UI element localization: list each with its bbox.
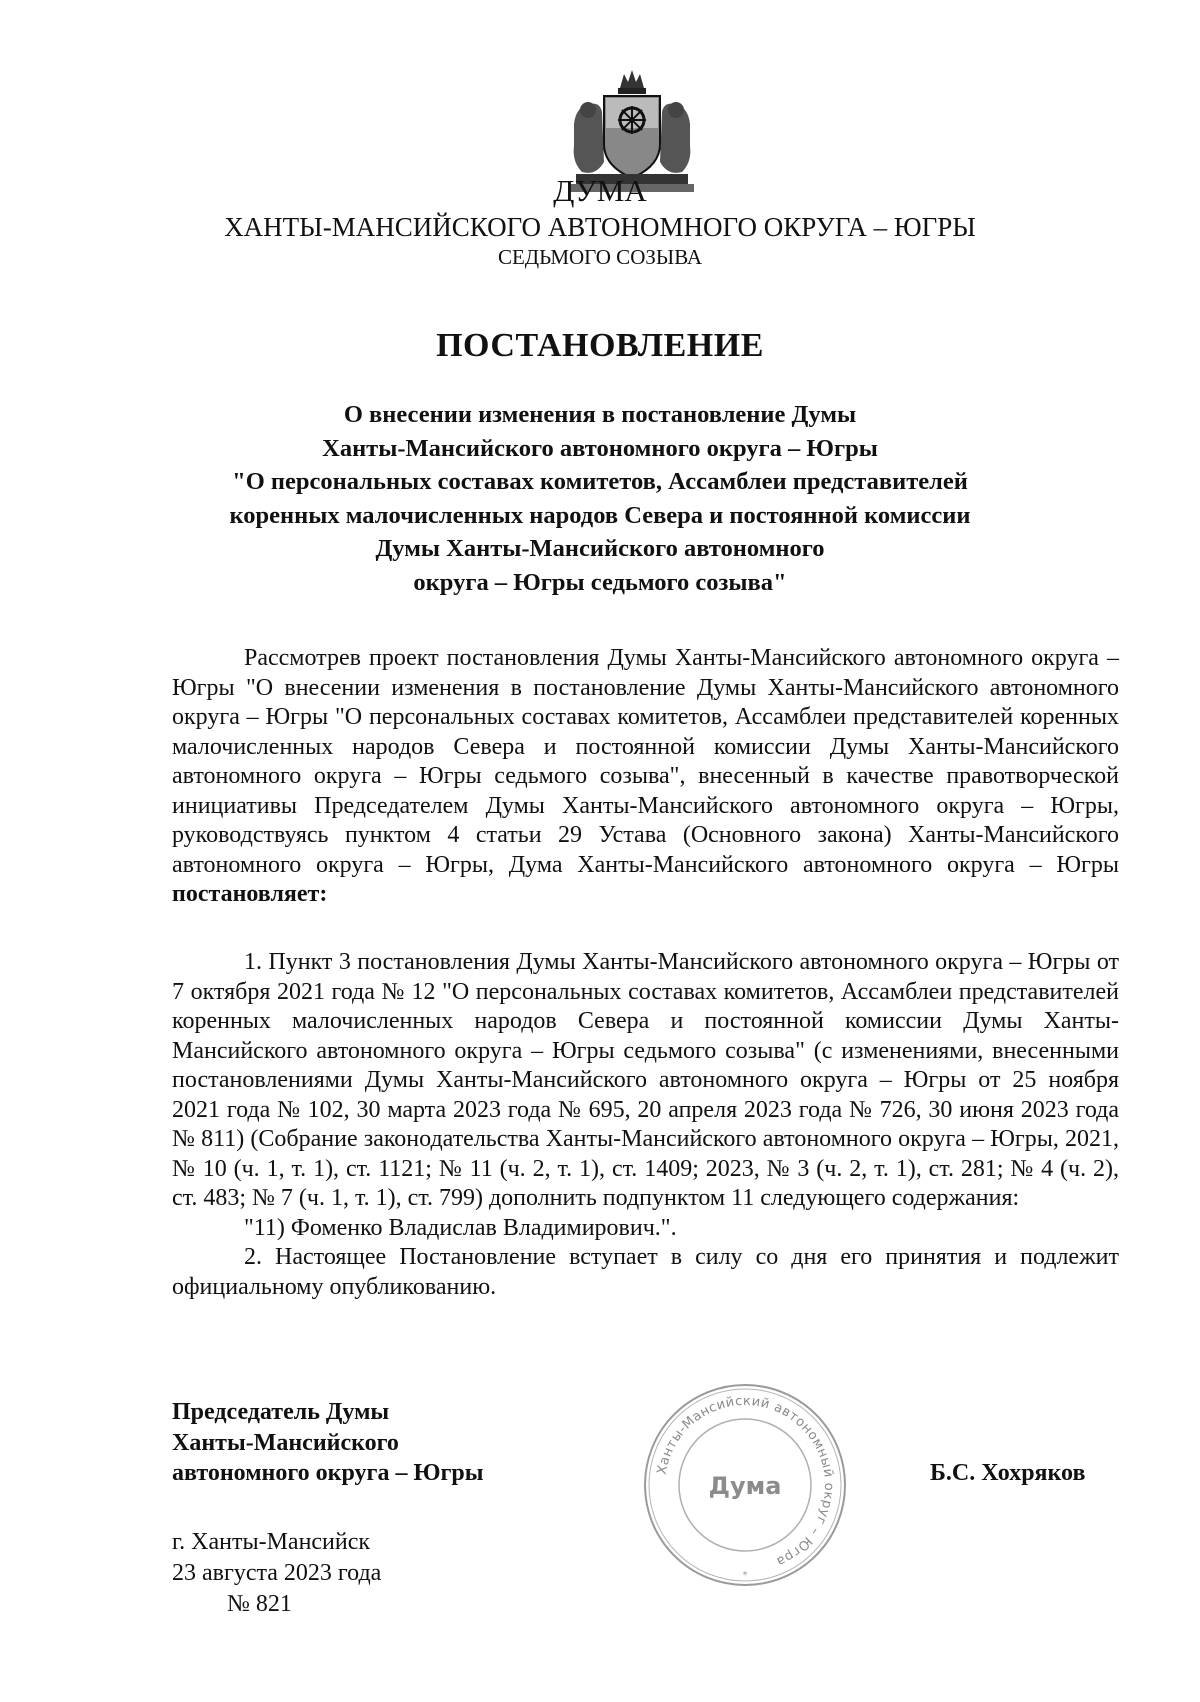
svg-text:*: * (742, 1570, 748, 1581)
item-2: 2. Настоящее Постановление вступает в силу со дня его принятия и подлежит официальному опубликованию. (172, 1244, 1119, 1300)
document-subject (170, 398, 1030, 600)
preamble-paragraph (172, 644, 1119, 910)
signatory-title (172, 1397, 483, 1489)
subject-line: Ханты-Мансийского автономного округа – Югры (322, 434, 878, 462)
signatory-title-line: автономного округа – Югры (172, 1460, 484, 1486)
document-type-title: ПОСТАНОВЛЕНИЕ (436, 327, 764, 364)
seal-ring-text: Ханты-Мансийский автономный округ – Югра (654, 1393, 837, 1570)
organization-name: ДУМА (553, 173, 647, 208)
item-1: 1. Пункт 3 постановления Думы Ханты-Мансийского автономного округа – Югры от 7 октября 2021 года № 12 "О персональных составах комитетов, Ассамблеи представителей коренных малочисленных народов Севера и постоянной комиссии Думы Ханты-Мансийского автономного округа – Югры седьмого созыва" (с изменениями, внесенными постановлениями Думы Ханты-Мансийского автономного округа – Югры от 25 ноября 2021 года № 102, 30 марта 2023 года № 695, 20 апреля 2023 года № 726, 30 июня 2023 года № 811) (Собрание законодательства Ханты-Мансийского автономного округа – Югры, 2021, № 10 (ч. 1, т. 1), ст. 1121; № 11 (ч. 2, т. 1), ст. 1409; 2023, № 3 (ч. 2, т. 1), ст. 281; № 4 (ч. 2), ст. 483; № 7 (ч. 1, т. 1), ст. 799) дополнить подпунктом 11 следующего содержания: (172, 949, 1119, 1211)
preamble-block (172, 644, 1119, 910)
seal-center-text: Дума (708, 1472, 782, 1500)
item-1-quote: "11) Фоменко Владислав Владимирович.". (244, 1214, 677, 1241)
subject-line: округа – Югры седьмого созыва" (413, 568, 787, 596)
official-seal (640, 1380, 850, 1590)
subject-line: О внесении изменения в постановление Думы (343, 401, 857, 428)
issue-date: 23 августа 2023 года (172, 1560, 382, 1586)
signatory-title-line: Ханты-Мансийского (172, 1429, 399, 1456)
signatory-title-line: Председатель Думы (172, 1399, 390, 1425)
subject-line: коренных малочисленных народов Севера и постоянной комиссии (229, 501, 971, 529)
signatory-name: Б.С. Хохряков (930, 1460, 1086, 1486)
decision-word: постановляет: (172, 881, 328, 907)
issue-place: г. Ханты-Мансийск (172, 1529, 371, 1555)
decision-items (172, 948, 1119, 1302)
subject-line: "О персональных составах комитетов, Ассамблеи представителей (232, 468, 968, 496)
convocation: СЕДЬМОГО СОЗЫВА (497, 245, 703, 269)
document-number: № 821 (227, 1591, 292, 1617)
region-name: ХАНТЫ-МАНСИЙСКОГО АВТОНОМНОГО ОКРУГА – ЮГРЫ (224, 212, 976, 242)
subject-line: Думы Ханты-Мансийского автономного (375, 535, 825, 563)
preamble-text: Рассмотрев проект постановления Думы Ханты-Мансийского автономного округа – Югры "О внесении изменения в постановление Думы Ханты-Мансийского автономного округа – Югры "О персональных составах комитетов, Ассамблеи представителей коренных малочисленных народов Севера и постоянной комиссии Думы Ханты-Мансийского автономного округа – Югры седьмого созыва", внесенный в качестве правотворческой инициативы Председателем Думы Ханты-Мансийского автономного округа – Югры, руководствуясь пунктом 4 статьи 29 Устава (Основного закона) Ханты-Мансийского автономного округа – Югры, Дума Ханты-Мансийского автономного округа – Югры (172, 645, 1119, 878)
